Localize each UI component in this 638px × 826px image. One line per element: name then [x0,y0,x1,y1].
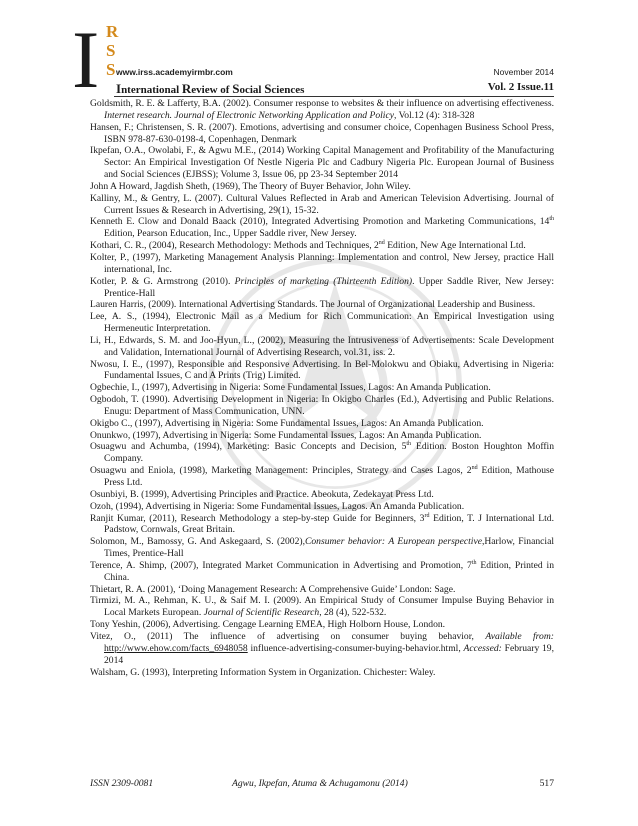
reference-entry [90,631,554,667]
reference-text: ,Harlow, Financial Times, Prentice-Hall [104,536,555,560]
reference-text: Li, H., Edwards, S. M. and Joo-Hyun, L., (2002), Measuring the Intrusiveness of Advertisements: Scale Development and Validation, International Journal of Advertising Research, vol.31, iss. 2. [90,334,554,358]
reference-text: Edition, Mathouse Press Ltd. [104,465,554,488]
reference-text: Tirmizi, M. A., Rehman, K. U., & Saif M. I. (2009). An Empirical Study of Consumer Impulse Buying Behavior in Local Markets European. [90,595,554,619]
reference-entry [90,145,554,181]
reference-text: Goldsmith, R. E. & Lafferty, B.A. (2002). Consumer response to websites & their influence on advertising effectiveness. [90,98,554,109]
reference-entry [90,252,554,276]
reference-text: Vitez, O., (2011) The influence of advertising on consumer buying behavior, [90,630,486,642]
reference-text: Principles of marketing (Thirteenth Edition) [234,275,413,287]
reference-text: Solomon, M., Bamossy, G. And Askegaard, S. (2002), [90,536,305,548]
reference-text: nd [378,239,385,246]
reference-text: February 19, 2014 [104,642,555,666]
reference-text: , Vol.12 (4): 318-328 [393,109,475,121]
reference-text: Hansen, F.; Christensen, S. R. (2007). Emotions, advertising and consumer choice, Copenhagen Business School Press, ISBN 978-87-630-0198-4, Copenhagen, Denmark [90,121,554,145]
reference-entry [90,122,554,146]
reference-entry [90,536,554,560]
reference-text: Lee, A. S., (1994), Electronic Mail as a Medium for Rich Communication: An Empirical Investigation using Hermeneutic Interpretation. [90,311,554,335]
reference-text: Edition, Printed in China. [104,559,554,583]
reference-list [90,98,554,678]
reference-text: John A Howard, Jagdish Sheth, (1969), The Theory of Buyer Behavior, John Wiley. [90,180,411,192]
logo-letter-i: I [72,14,100,105]
logo-letter-s2: S [106,60,116,79]
reference-entry [90,667,554,679]
journal-logo [72,14,122,105]
reference-text: th [406,441,412,448]
logo-letter-s: S [106,41,116,60]
reference-text: Terence, A. Shimp, (2007), Integrated Market Communication in Advertising and Promotion, 7 [90,559,472,571]
reference-entry [90,359,554,383]
reference-text: Edition, T. J International Ltd. Padstow, Cornwals, Great Britain. [104,512,554,536]
reference-entry [90,441,554,465]
reference-text: Osunbiyi, B. (1999), Advertising Principles and Practice. Abeokuta, Zedekayat Press Ltd. [90,488,434,500]
reference-entry [90,382,554,394]
reference-text: Edition, New Age International Ltd. [384,240,526,252]
reference-entry [90,276,554,300]
reference-entry [90,299,554,311]
reference-entry [90,98,554,122]
journal-title: International Review of Social Sciences [116,81,305,96]
reference-text: nd [471,464,478,471]
reference-text: Available from: [485,630,554,642]
reference-entry [90,240,554,252]
reference-entry [90,216,554,240]
reference-text: , 28 (4), 522-532. [319,607,387,619]
reference-text: th [549,216,554,223]
page-number: 517 [539,778,554,789]
reference-entry [90,394,554,418]
reference-text: Edition, Pearson Education, Inc., Upper Saddle river, New Jersey. [104,228,357,240]
reference-text: Kothari, C. R., (2004), Research Methodology: Methods and Techniques, 2 [90,240,379,252]
footer-issn: ISSN 2309-0081 [90,778,154,789]
reference-text: Ogbodoh, T. (1990). Advertising Development in Nigeria: In Okigbo Charles (Ed.), Advertising and Public Relations. Enugu: Department of Mass Communication, UNN. [90,394,554,417]
reference-text: Lauren Harris, (2009). International Advertising Standards. The Journal of Organizational Leadership and Business. [90,299,536,311]
reference-text: . Upper Saddle River, New Jersey: Prentice-Hall [104,275,555,299]
reference-entry [90,311,554,335]
reference-text: Edition. Boston Houghton Moffin Company. [104,441,554,465]
reference-text: Journal of Scientific Research [203,607,320,619]
reference-entry [90,501,554,513]
reference-text: Consumer behavior: A European perspective [304,536,482,548]
reference-entry [90,430,554,442]
reference-text: Internet research. Journal of Electronic Networking Application and Policy [104,109,394,121]
reference-text: Okigbo C., (1997), Advertising in Nigeria: Some Fundamental Issues, Lagos: An Amanda Publication. [90,417,484,429]
reference-entry [90,489,554,501]
reference-text: Kolter, P., (1997), Marketing Management Analysis Planning: Implementation and control, New Jersey, practice Hall international, Inc. [90,251,554,275]
reference-link[interactable]: http://www.ehow.com/facts_6948058 [104,642,248,654]
reference-entry [90,619,554,631]
volume-issue: Vol. 2 Issue.11 [487,81,554,93]
header-divider [114,96,554,97]
footer-authors: Agwu, Ikpefan, Atuma & Achugamonu (2014) [232,778,408,789]
reference-text: Walsham, G. (1993), Interpreting Information System in Organization. Chichester: Waley. [90,666,436,678]
reference-text: Osuagwu and Achumba, (1994), Marketing: Basic Concepts and Decision, 5 [90,441,407,453]
reference-text: Nwosu, I. E., (1997), Responsible and Responsive Advertising. In Bel-Molokwu and Obiaku, Advertising in Nigeria: Fundamental Issues, C and A Prints (Trig) Limited. [90,358,554,382]
reference-text: Kenneth E. Clow and Donald Baack (2010), Integrated Advertising Promotion and Marketing Communications, 14 [90,216,550,228]
reference-text: rd [424,512,430,519]
reference-text: Onunkwo, (1997), Advertising in Nigeria: Some Fundamental Issues, Lagos: An Amanda Publication. [90,429,482,441]
reference-text: Kalliny, M., & Gentry, L. (2007). Cultural Values Reflected in Arab and American Television Advertising. Journal of Current Issues & Research in Advertising, 29(1), 15-32. [90,192,554,216]
issue-date: November 2014 [493,67,554,77]
reference-entry [90,465,554,489]
reference-entry [90,595,554,619]
reference-text: Osuagwu and Eniola, (1998), Marketing Management: Principles, Strategy and Cases Lagos, 2 [90,465,472,477]
reference-text: Kotler, P. & G. Armstrong (2010). [90,275,235,287]
logo-letter-r: R [106,22,119,41]
reference-text: influence-advertising-consumer-buying-behavior.html, [247,642,464,654]
reference-text: th [471,559,477,566]
reference-entry [90,193,554,217]
reference-entry [90,560,554,584]
journal-url[interactable]: www.irss.academyirmbr.com [116,67,233,77]
reference-text: Tony Yeshin, (2006), Advertising. Cengage Learning EMEA, High Holborn House, London. [90,619,446,631]
reference-entry [90,418,554,430]
reference-text: Accessed: [463,642,502,654]
reference-entry [90,584,554,596]
reference-text: Ranjit Kumar, (2011), Research Methodology a step-by-step Guide for Beginners, 3 [90,512,425,524]
reference-entry [90,335,554,359]
reference-entry [90,181,554,193]
reference-text: Thietart, R. A. (2001), ‘Doing Management Research: A Comprehensive Guide’ London: Sage. [90,583,456,595]
reference-entry [90,513,554,537]
reference-text: Ozoh, (1994), Advertising in Nigeria: Some Fundamental Issues, Lagos. An Amanda Publication. [90,500,465,512]
reference-text: Ikpefan, O.A., Owolabi, F., & Agwu M.E., (2014) Working Capital Management and Profitability of the Manufacturing Sector: An Empirical Investigation Of Nestle Nigeria Plc and Cadbury Nigeria Plc. European Journal of Business and Social Sciences (EJBSS); Volume 3, Issue 06, pp 23-34 September 2014 [90,145,554,181]
reference-text: Ogbechie, I., (1997), Advertising in Nigeria: Some Fundamental Issues, Lagos: An Amanda Publication. [90,382,491,394]
